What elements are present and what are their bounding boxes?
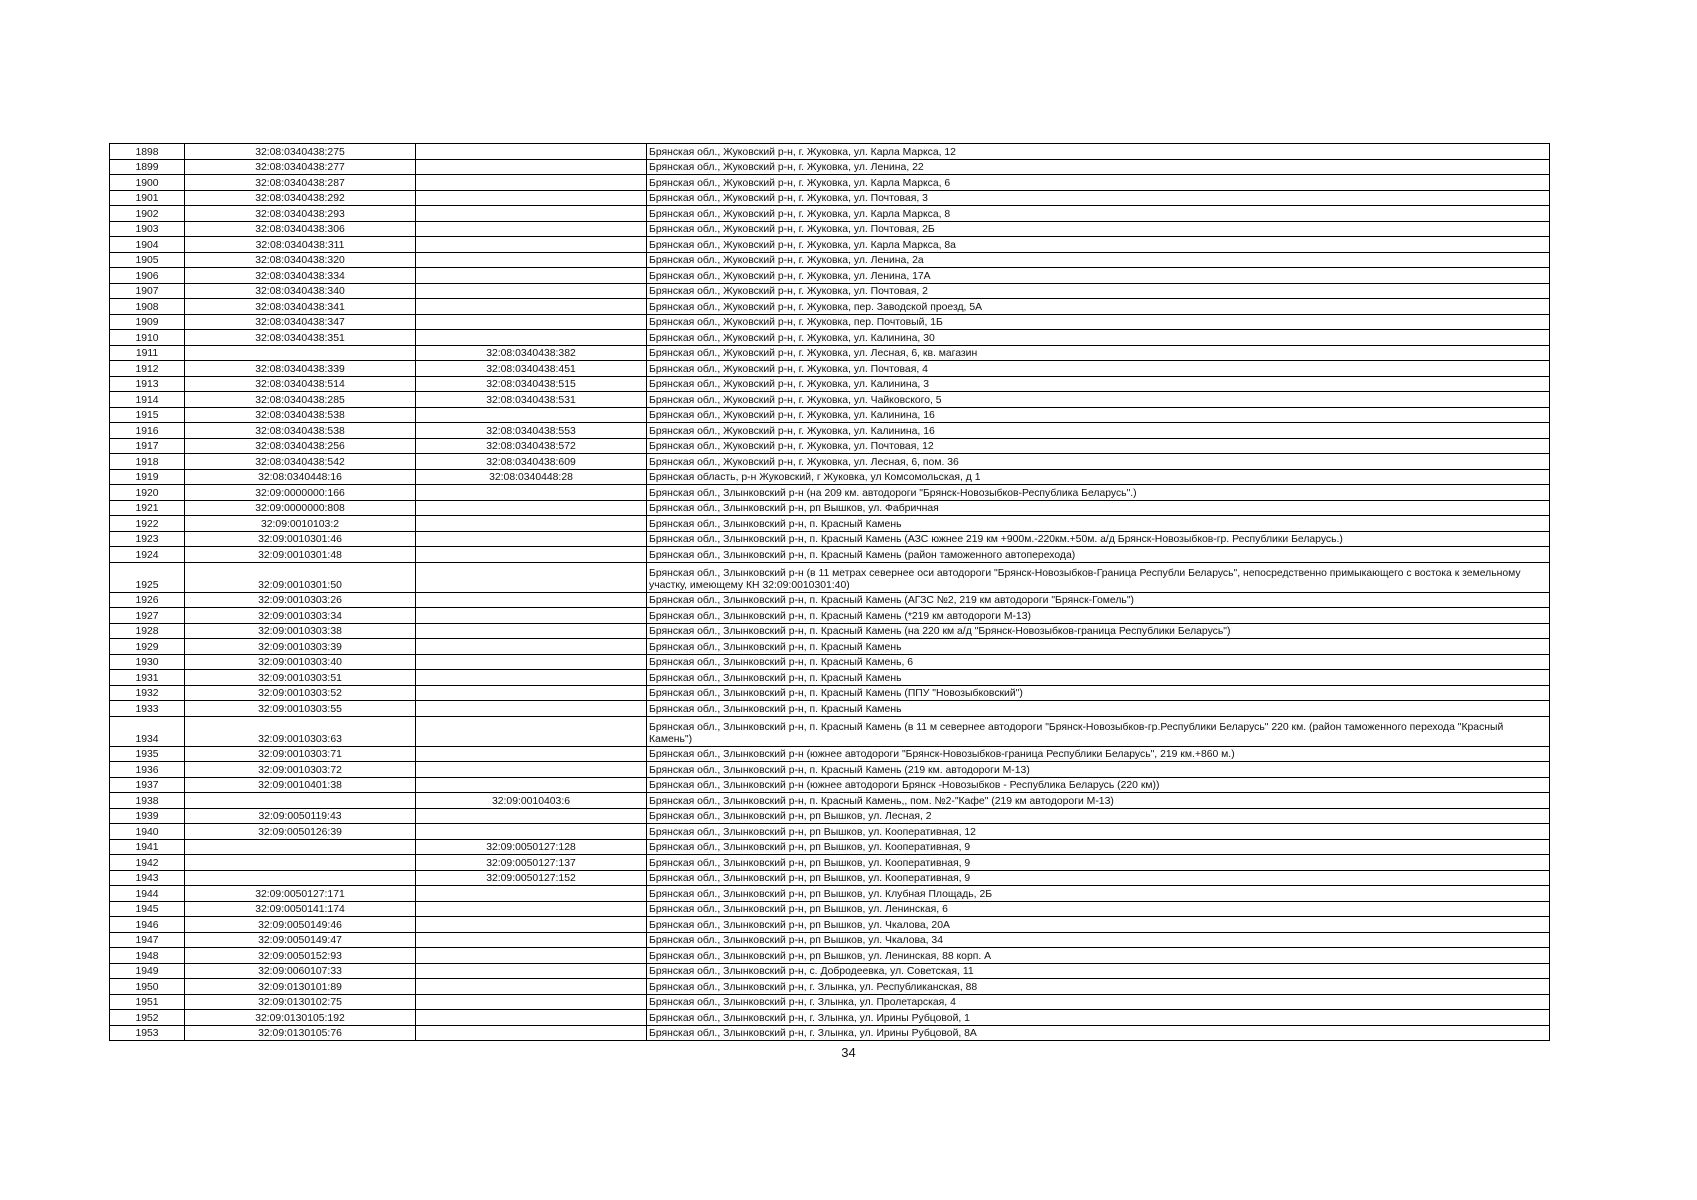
address-cell: Брянская обл., Злынковский р-н, рп Вышков, ул. Клубная Площадь, 2Б [647,886,1550,902]
address-cell: Брянская обл., Злынковский р-н, рп Вышков, ул. Чкалова, 34 [647,932,1550,948]
address-cell: Брянская обл., Злынковский р-н, п. Красный Камень (АГЗС №2, 219 км автодороги "Брянск-Гомель") [647,592,1550,608]
row-number-cell: 1908 [110,299,185,315]
related-cadastral-number-cell: 32:08:0340438:382 [416,345,647,361]
row-number-cell: 1943 [110,870,185,886]
address-cell: Брянская обл., Жуковский р-н, г. Жуковка, ул. Почтовая, 3 [647,190,1550,206]
cadastral-number-cell: 32:08:0340438:277 [185,159,416,175]
table-row [110,623,1550,639]
address-cell: Брянская обл., Жуковский р-н, г. Жуковка, ул. Почтовая, 2Б [647,221,1550,237]
address-cell: Брянская обл., Жуковский р-н, г. Жуковка, ул. Почтовая, 12 [647,438,1550,454]
cadastral-number-cell: 32:08:0340438:347 [185,314,416,330]
cadastral-number-cell: 32:09:0130102:75 [185,994,416,1010]
cadastral-number-cell: 32:08:0340438:306 [185,221,416,237]
related-cadastral-number-cell: 32:08:0340438:515 [416,376,647,392]
table-row [110,376,1550,392]
table-row [110,762,1550,778]
address-cell: Брянская обл., Жуковский р-н, г. Жуковка, ул. Карла Маркса, 8а [647,237,1550,253]
cadastral-number-cell: 32:08:0340438:538 [185,407,416,423]
row-number-cell: 1906 [110,268,185,284]
address-cell: Брянская обл., Жуковский р-н, г. Жуковка, ул. Почтовая, 4 [647,361,1550,377]
row-number-cell: 1937 [110,777,185,793]
table-row [110,917,1550,933]
table-row [110,547,1550,563]
cadastral-number-cell: 32:09:0010303:39 [185,639,416,655]
table-row [110,855,1550,871]
table-row [110,716,1550,746]
cadastral-number-cell: 32:09:0010303:52 [185,685,416,701]
table-row [110,1010,1550,1026]
related-cadastral-number-cell: 32:08:0340438:553 [416,423,647,439]
cadastral-number-cell [185,793,416,809]
related-cadastral-number-cell [416,144,647,160]
cadastral-number-cell: 32:08:0340438:514 [185,376,416,392]
table-row [110,639,1550,655]
row-number-cell: 1910 [110,330,185,346]
address-cell: Брянская обл., Жуковский р-н, г. Жуковка, ул. Калинина, 16 [647,407,1550,423]
table-row [110,159,1550,175]
address-cell: Брянская обл., Жуковский р-н, г. Жуковка, ул. Карла Маркса, 8 [647,206,1550,222]
related-cadastral-number-cell [416,824,647,840]
cadastral-number-cell: 32:09:0010301:50 [185,562,416,592]
row-number-cell: 1921 [110,500,185,516]
row-number-cell: 1948 [110,948,185,964]
row-number-cell: 1952 [110,1010,185,1026]
cadastral-number-cell: 32:08:0340438:341 [185,299,416,315]
row-number-cell: 1902 [110,206,185,222]
table-row [110,1025,1550,1041]
address-cell: Брянская обл., Злынковский р-н, п. Красный Камень (219 км. автодороги М-13) [647,762,1550,778]
related-cadastral-number-cell [416,175,647,191]
address-cell: Брянская обл., Жуковский р-н, г. Жуковка, ул. Карла Маркса, 6 [647,175,1550,191]
table-row [110,901,1550,917]
table-row [110,345,1550,361]
cadastral-number-cell: 32:09:0130105:76 [185,1025,416,1041]
cadastral-number-cell: 32:09:0050152:93 [185,948,416,964]
table-row [110,144,1550,160]
row-number-cell: 1936 [110,762,185,778]
row-number-cell: 1911 [110,345,185,361]
address-cell: Брянская обл., Злынковский р-н, п. Красный Камень (район таможенного автоперехода) [647,547,1550,563]
row-number-cell: 1933 [110,701,185,717]
row-number-cell: 1922 [110,516,185,532]
related-cadastral-number-cell [416,886,647,902]
cadastral-number-cell: 32:08:0340438:311 [185,237,416,253]
address-cell: Брянская обл., Жуковский р-н, г. Жуковка, ул. Калинина, 30 [647,330,1550,346]
table-row [110,777,1550,793]
row-number-cell: 1949 [110,963,185,979]
table-row [110,314,1550,330]
table-row [110,516,1550,532]
row-number-cell: 1905 [110,252,185,268]
table-row [110,562,1550,592]
cadastral-number-cell: 32:08:0340438:542 [185,454,416,470]
address-cell: Брянская обл., Злынковский р-н, п. Красный Камень (АЗС южнее 219 км +900м.-220км.+50м. а/д Брянск-Новозыбков-гр. Республики Беларусь.) [647,531,1550,547]
row-number-cell: 1903 [110,221,185,237]
cadastral-number-cell: 32:09:0000000:166 [185,485,416,501]
related-cadastral-number-cell: 32:09:0050127:152 [416,870,647,886]
cadastral-number-cell: 32:08:0340438:351 [185,330,416,346]
address-cell: Брянская обл., Злынковский р-н, рп Вышков, ул. Лесная, 2 [647,808,1550,824]
row-number-cell: 1901 [110,190,185,206]
address-cell: Брянская обл., Жуковский р-н, г. Жуковка, пер. Почтовый, 1Б [647,314,1550,330]
related-cadastral-number-cell: 32:08:0340438:451 [416,361,647,377]
table-row [110,500,1550,516]
row-number-cell: 1931 [110,670,185,686]
related-cadastral-number-cell [416,237,647,253]
cadastral-number-cell: 32:08:0340438:320 [185,252,416,268]
row-number-cell: 1928 [110,623,185,639]
address-cell: Брянская обл., Злынковский р-н, рп Вышков, ул. Чкалова, 20А [647,917,1550,933]
table-row [110,701,1550,717]
cadastral-number-cell: 32:09:0010303:63 [185,716,416,746]
related-cadastral-number-cell [416,670,647,686]
related-cadastral-number-cell [416,979,647,995]
related-cadastral-number-cell [416,716,647,746]
row-number-cell: 1939 [110,808,185,824]
address-cell: Брянская обл., Злынковский р-н, г. Злынка, ул. Республиканская, 88 [647,979,1550,995]
related-cadastral-number-cell [416,206,647,222]
address-cell: Брянская обл., Жуковский р-н, г. Жуковка, ул. Калинина, 3 [647,376,1550,392]
cadastral-number-cell [185,345,416,361]
cadastral-number-cell: 32:08:0340438:334 [185,268,416,284]
address-cell: Брянская обл., Жуковский р-н, г. Жуковка, ул. Ленина, 2а [647,252,1550,268]
address-cell: Брянская область, р-н Жуковский, г Жуковка, ул Комсомольская, д 1 [647,469,1550,485]
related-cadastral-number-cell: 32:08:0340438:531 [416,392,647,408]
row-number-cell: 1917 [110,438,185,454]
cadastral-number-cell: 32:09:0010303:51 [185,670,416,686]
table-row [110,963,1550,979]
related-cadastral-number-cell [416,592,647,608]
cadastral-number-cell [185,870,416,886]
row-number-cell: 1932 [110,685,185,701]
cadastral-number-cell: 32:08:0340438:340 [185,283,416,299]
table-row [110,299,1550,315]
table-row [110,454,1550,470]
row-number-cell: 1909 [110,314,185,330]
table-row [110,979,1550,995]
row-number-cell: 1941 [110,839,185,855]
row-number-cell: 1914 [110,392,185,408]
row-number-cell: 1916 [110,423,185,439]
row-number-cell: 1940 [110,824,185,840]
address-cell: Брянская обл., Злынковский р-н, п. Красный Камень (*219 км автодороги М-13) [647,608,1550,624]
table-row [110,361,1550,377]
table-row [110,870,1550,886]
row-number-cell: 1935 [110,746,185,762]
cadastral-number-cell: 32:08:0340438:285 [185,392,416,408]
related-cadastral-number-cell [416,994,647,1010]
address-cell: Брянская обл., Злынковский р-н, п. Красный Камень, 6 [647,654,1550,670]
cadastral-number-cell: 32:09:0050127:171 [185,886,416,902]
table-row [110,654,1550,670]
row-number-cell: 1934 [110,716,185,746]
table-row [110,839,1550,855]
related-cadastral-number-cell [416,407,647,423]
related-cadastral-number-cell [416,268,647,284]
table-row [110,206,1550,222]
related-cadastral-number-cell: 32:08:0340438:609 [416,454,647,470]
table-row [110,190,1550,206]
address-cell: Брянская обл., Жуковский р-н, г. Жуковка, ул. Чайковского, 5 [647,392,1550,408]
row-number-cell: 1918 [110,454,185,470]
cadastral-number-cell: 32:09:0010401:38 [185,777,416,793]
cadastral-number-cell: 32:09:0010303:71 [185,746,416,762]
cadastral-number-cell: 32:08:0340438:287 [185,175,416,191]
related-cadastral-number-cell [416,808,647,824]
cadastral-number-cell: 32:09:0010301:46 [185,531,416,547]
row-number-cell: 1899 [110,159,185,175]
address-cell: Брянская обл., Злынковский р-н, с. Добродеевка, ул. Советская, 11 [647,963,1550,979]
cadastral-number-cell: 32:08:0340438:339 [185,361,416,377]
address-cell: Брянская обл., Злынковский р-н, п. Красный Камень,, пом. №2-"Кафе" (219 км автодороги М-13) [647,793,1550,809]
address-cell: Брянская обл., Злынковский р-н (южнее автодороги Брянск -Новозыбков - Республика Беларусь (220 км)) [647,777,1550,793]
related-cadastral-number-cell [416,623,647,639]
address-cell: Брянская обл., Злынковский р-н, п. Красный Камень (на 220 км а/д "Брянск-Новозыбков-граница Республики Беларусь") [647,623,1550,639]
row-number-cell: 1942 [110,855,185,871]
address-cell: Брянская обл., Злынковский р-н (южнее автодороги "Брянск-Новозыбков-граница Республики Беларусь", 219 км.+860 м.) [647,746,1550,762]
address-cell: Брянская обл., Злынковский р-н, п. Красный Камень [647,639,1550,655]
related-cadastral-number-cell [416,639,647,655]
cadastral-number-cell: 32:09:0010103:2 [185,516,416,532]
table-row [110,175,1550,191]
register-table-body [110,144,1550,1041]
related-cadastral-number-cell [416,701,647,717]
table-row [110,793,1550,809]
address-cell: Брянская обл., Злынковский р-н, п. Красный Камень [647,701,1550,717]
cadastral-number-cell: 32:09:0010303:40 [185,654,416,670]
cadastral-number-cell: 32:09:0050149:47 [185,932,416,948]
cadastral-number-cell: 32:09:0050126:39 [185,824,416,840]
related-cadastral-number-cell [416,330,647,346]
table-row [110,608,1550,624]
address-cell: Брянская обл., Жуковский р-н, г. Жуковка, ул. Лесная, 6, пом. 36 [647,454,1550,470]
address-cell: Брянская обл., Жуковский р-н, г. Жуковка, ул. Ленина, 17А [647,268,1550,284]
row-number-cell: 1951 [110,994,185,1010]
cadastral-number-cell: 32:09:0010303:38 [185,623,416,639]
row-number-cell: 1950 [110,979,185,995]
related-cadastral-number-cell [416,654,647,670]
address-cell: Брянская обл., Злынковский р-н (на 209 км. автодороги "Брянск-Новозыбков-Республика Беларусь".) [647,485,1550,501]
address-cell: Брянская обл., Злынковский р-н, рп Вышков, ул. Кооперативная, 9 [647,839,1550,855]
row-number-cell: 1925 [110,562,185,592]
row-number-cell: 1938 [110,793,185,809]
cadastral-number-cell: 32:09:0010303:26 [185,592,416,608]
table-row [110,469,1550,485]
related-cadastral-number-cell: 32:09:0050127:128 [416,839,647,855]
related-cadastral-number-cell [416,932,647,948]
related-cadastral-number-cell [416,901,647,917]
related-cadastral-number-cell [416,777,647,793]
row-number-cell: 1924 [110,547,185,563]
table-row [110,592,1550,608]
address-cell: Брянская обл., Жуковский р-н, г. Жуковка, ул. Карла Маркса, 12 [647,144,1550,160]
related-cadastral-number-cell [416,547,647,563]
cadastral-number-cell: 32:08:0340438:292 [185,190,416,206]
row-number-cell: 1923 [110,531,185,547]
cadastral-number-cell: 32:09:0050119:43 [185,808,416,824]
cadastral-number-cell [185,855,416,871]
row-number-cell: 1913 [110,376,185,392]
related-cadastral-number-cell [416,221,647,237]
address-cell: Брянская обл., Злынковский р-н, рп Вышков, ул. Кооперативная, 12 [647,824,1550,840]
address-cell: Брянская обл., Жуковский р-н, г. Жуковка, ул. Калинина, 16 [647,423,1550,439]
address-cell: Брянская обл., Жуковский р-н, г. Жуковка, пер. Заводской проезд, 5А [647,299,1550,315]
table-row [110,824,1550,840]
cadastral-number-cell: 32:08:0340438:256 [185,438,416,454]
related-cadastral-number-cell: 32:09:0010403:6 [416,793,647,809]
row-number-cell: 1900 [110,175,185,191]
related-cadastral-number-cell [416,500,647,516]
address-cell: Брянская обл., Злынковский р-н, г. Злынка, ул. Ирины Рубцовой, 1 [647,1010,1550,1026]
table-row [110,994,1550,1010]
row-number-cell: 1898 [110,144,185,160]
related-cadastral-number-cell [416,283,647,299]
cadastral-number-cell: 32:09:0050141:174 [185,901,416,917]
address-cell: Брянская обл., Злынковский р-н, рп Вышков, ул. Кооперативная, 9 [647,855,1550,871]
related-cadastral-number-cell [416,485,647,501]
table-row [110,221,1550,237]
table-row [110,423,1550,439]
cadastral-number-cell: 32:09:0130105:192 [185,1010,416,1026]
register-table [109,143,1550,1041]
table-row [110,438,1550,454]
row-number-cell: 1920 [110,485,185,501]
cadastral-number-cell: 32:09:0010303:72 [185,762,416,778]
table-row [110,886,1550,902]
address-cell: Брянская обл., Злынковский р-н, п. Красный Камень [647,516,1550,532]
row-number-cell: 1919 [110,469,185,485]
cadastral-number-cell: 32:08:0340448:16 [185,469,416,485]
cadastral-number-cell: 32:09:0000000:808 [185,500,416,516]
row-number-cell: 1926 [110,592,185,608]
related-cadastral-number-cell [416,963,647,979]
related-cadastral-number-cell [416,746,647,762]
related-cadastral-number-cell: 32:08:0340448:28 [416,469,647,485]
table-row [110,746,1550,762]
row-number-cell: 1912 [110,361,185,377]
table-row [110,252,1550,268]
related-cadastral-number-cell [416,516,647,532]
address-cell: Брянская обл., Злынковский р-н, рп Вышков, ул. Фабричная [647,500,1550,516]
address-cell: Брянская обл., Злынковский р-н, г. Злынка, ул. Пролетарская, 4 [647,994,1550,1010]
row-number-cell: 1944 [110,886,185,902]
address-cell: Брянская обл., Жуковский р-н, г. Жуковка, ул. Ленина, 22 [647,159,1550,175]
cadastral-number-cell: 32:09:0010303:34 [185,608,416,624]
related-cadastral-number-cell [416,917,647,933]
table-row [110,485,1550,501]
related-cadastral-number-cell [416,314,647,330]
cadastral-number-cell: 32:08:0340438:293 [185,206,416,222]
page-number: 34 [841,1045,856,1060]
address-cell: Брянская обл., Злынковский р-н, рп Вышков, ул. Ленинская, 88 корп. А [647,948,1550,964]
address-cell: Брянская обл., Злынковский р-н, п. Красный Камень (ППУ "Новозыбковский") [647,685,1550,701]
related-cadastral-number-cell [416,190,647,206]
row-number-cell: 1953 [110,1025,185,1041]
address-cell: Брянская обл., Злынковский р-н, рп Вышков, ул. Кооперативная, 9 [647,870,1550,886]
related-cadastral-number-cell [416,159,647,175]
cadastral-number-cell: 32:09:0050149:46 [185,917,416,933]
row-number-cell: 1946 [110,917,185,933]
cadastral-number-cell: 32:09:0130101:89 [185,979,416,995]
row-number-cell: 1927 [110,608,185,624]
address-cell: Брянская обл., Злынковский р-н (в 11 метрах севернее оси автодороги "Брянск-Новозыбков-Граница Республи Беларусь", непосредственно примыкающего с востока к земельному участку, имеющему КН 32:09:0010301:40) [647,562,1550,592]
row-number-cell: 1945 [110,901,185,917]
table-row [110,283,1550,299]
address-cell: Брянская обл., Жуковский р-н, г. Жуковка, ул. Лесная, 6, кв. магазин [647,345,1550,361]
table-row [110,330,1550,346]
cadastral-number-cell: 32:09:0060107:33 [185,963,416,979]
row-number-cell: 1930 [110,654,185,670]
address-cell: Брянская обл., Злынковский р-н, п. Красный Камень (в 11 м севернее автодороги "Брянск-Новозыбков-гр.Республики Беларусь" 220 км. (район таможенного перехода "Красный Камень") [647,716,1550,746]
related-cadastral-number-cell [416,252,647,268]
address-cell: Брянская обл., Жуковский р-н, г. Жуковка, ул. Почтовая, 2 [647,283,1550,299]
cadastral-number-cell [185,839,416,855]
table-row [110,268,1550,284]
row-number-cell: 1929 [110,639,185,655]
related-cadastral-number-cell [416,562,647,592]
address-cell: Брянская обл., Злынковский р-н, г. Злынка, ул. Ирины Рубцовой, 8А [647,1025,1550,1041]
address-cell: Брянская обл., Злынковский р-н, п. Красный Камень [647,670,1550,686]
row-number-cell: 1947 [110,932,185,948]
related-cadastral-number-cell [416,608,647,624]
table-row [110,392,1550,408]
cadastral-number-cell: 32:09:0010303:55 [185,701,416,717]
table-row [110,237,1550,253]
table-row [110,808,1550,824]
table-row [110,407,1550,423]
address-cell: Брянская обл., Злынковский р-н, рп Вышков, ул. Ленинская, 6 [647,901,1550,917]
related-cadastral-number-cell [416,1025,647,1041]
row-number-cell: 1904 [110,237,185,253]
related-cadastral-number-cell [416,1010,647,1026]
related-cadastral-number-cell: 32:08:0340438:572 [416,438,647,454]
table-row [110,531,1550,547]
related-cadastral-number-cell [416,685,647,701]
related-cadastral-number-cell [416,762,647,778]
cadastral-number-cell: 32:09:0010301:48 [185,547,416,563]
related-cadastral-number-cell: 32:09:0050127:137 [416,855,647,871]
row-number-cell: 1907 [110,283,185,299]
table-row [110,948,1550,964]
table-row [110,685,1550,701]
table-row [110,670,1550,686]
related-cadastral-number-cell [416,948,647,964]
cadastral-number-cell: 32:08:0340438:538 [185,423,416,439]
related-cadastral-number-cell [416,531,647,547]
table-row [110,932,1550,948]
row-number-cell: 1915 [110,407,185,423]
related-cadastral-number-cell [416,299,647,315]
cadastral-number-cell: 32:08:0340438:275 [185,144,416,160]
